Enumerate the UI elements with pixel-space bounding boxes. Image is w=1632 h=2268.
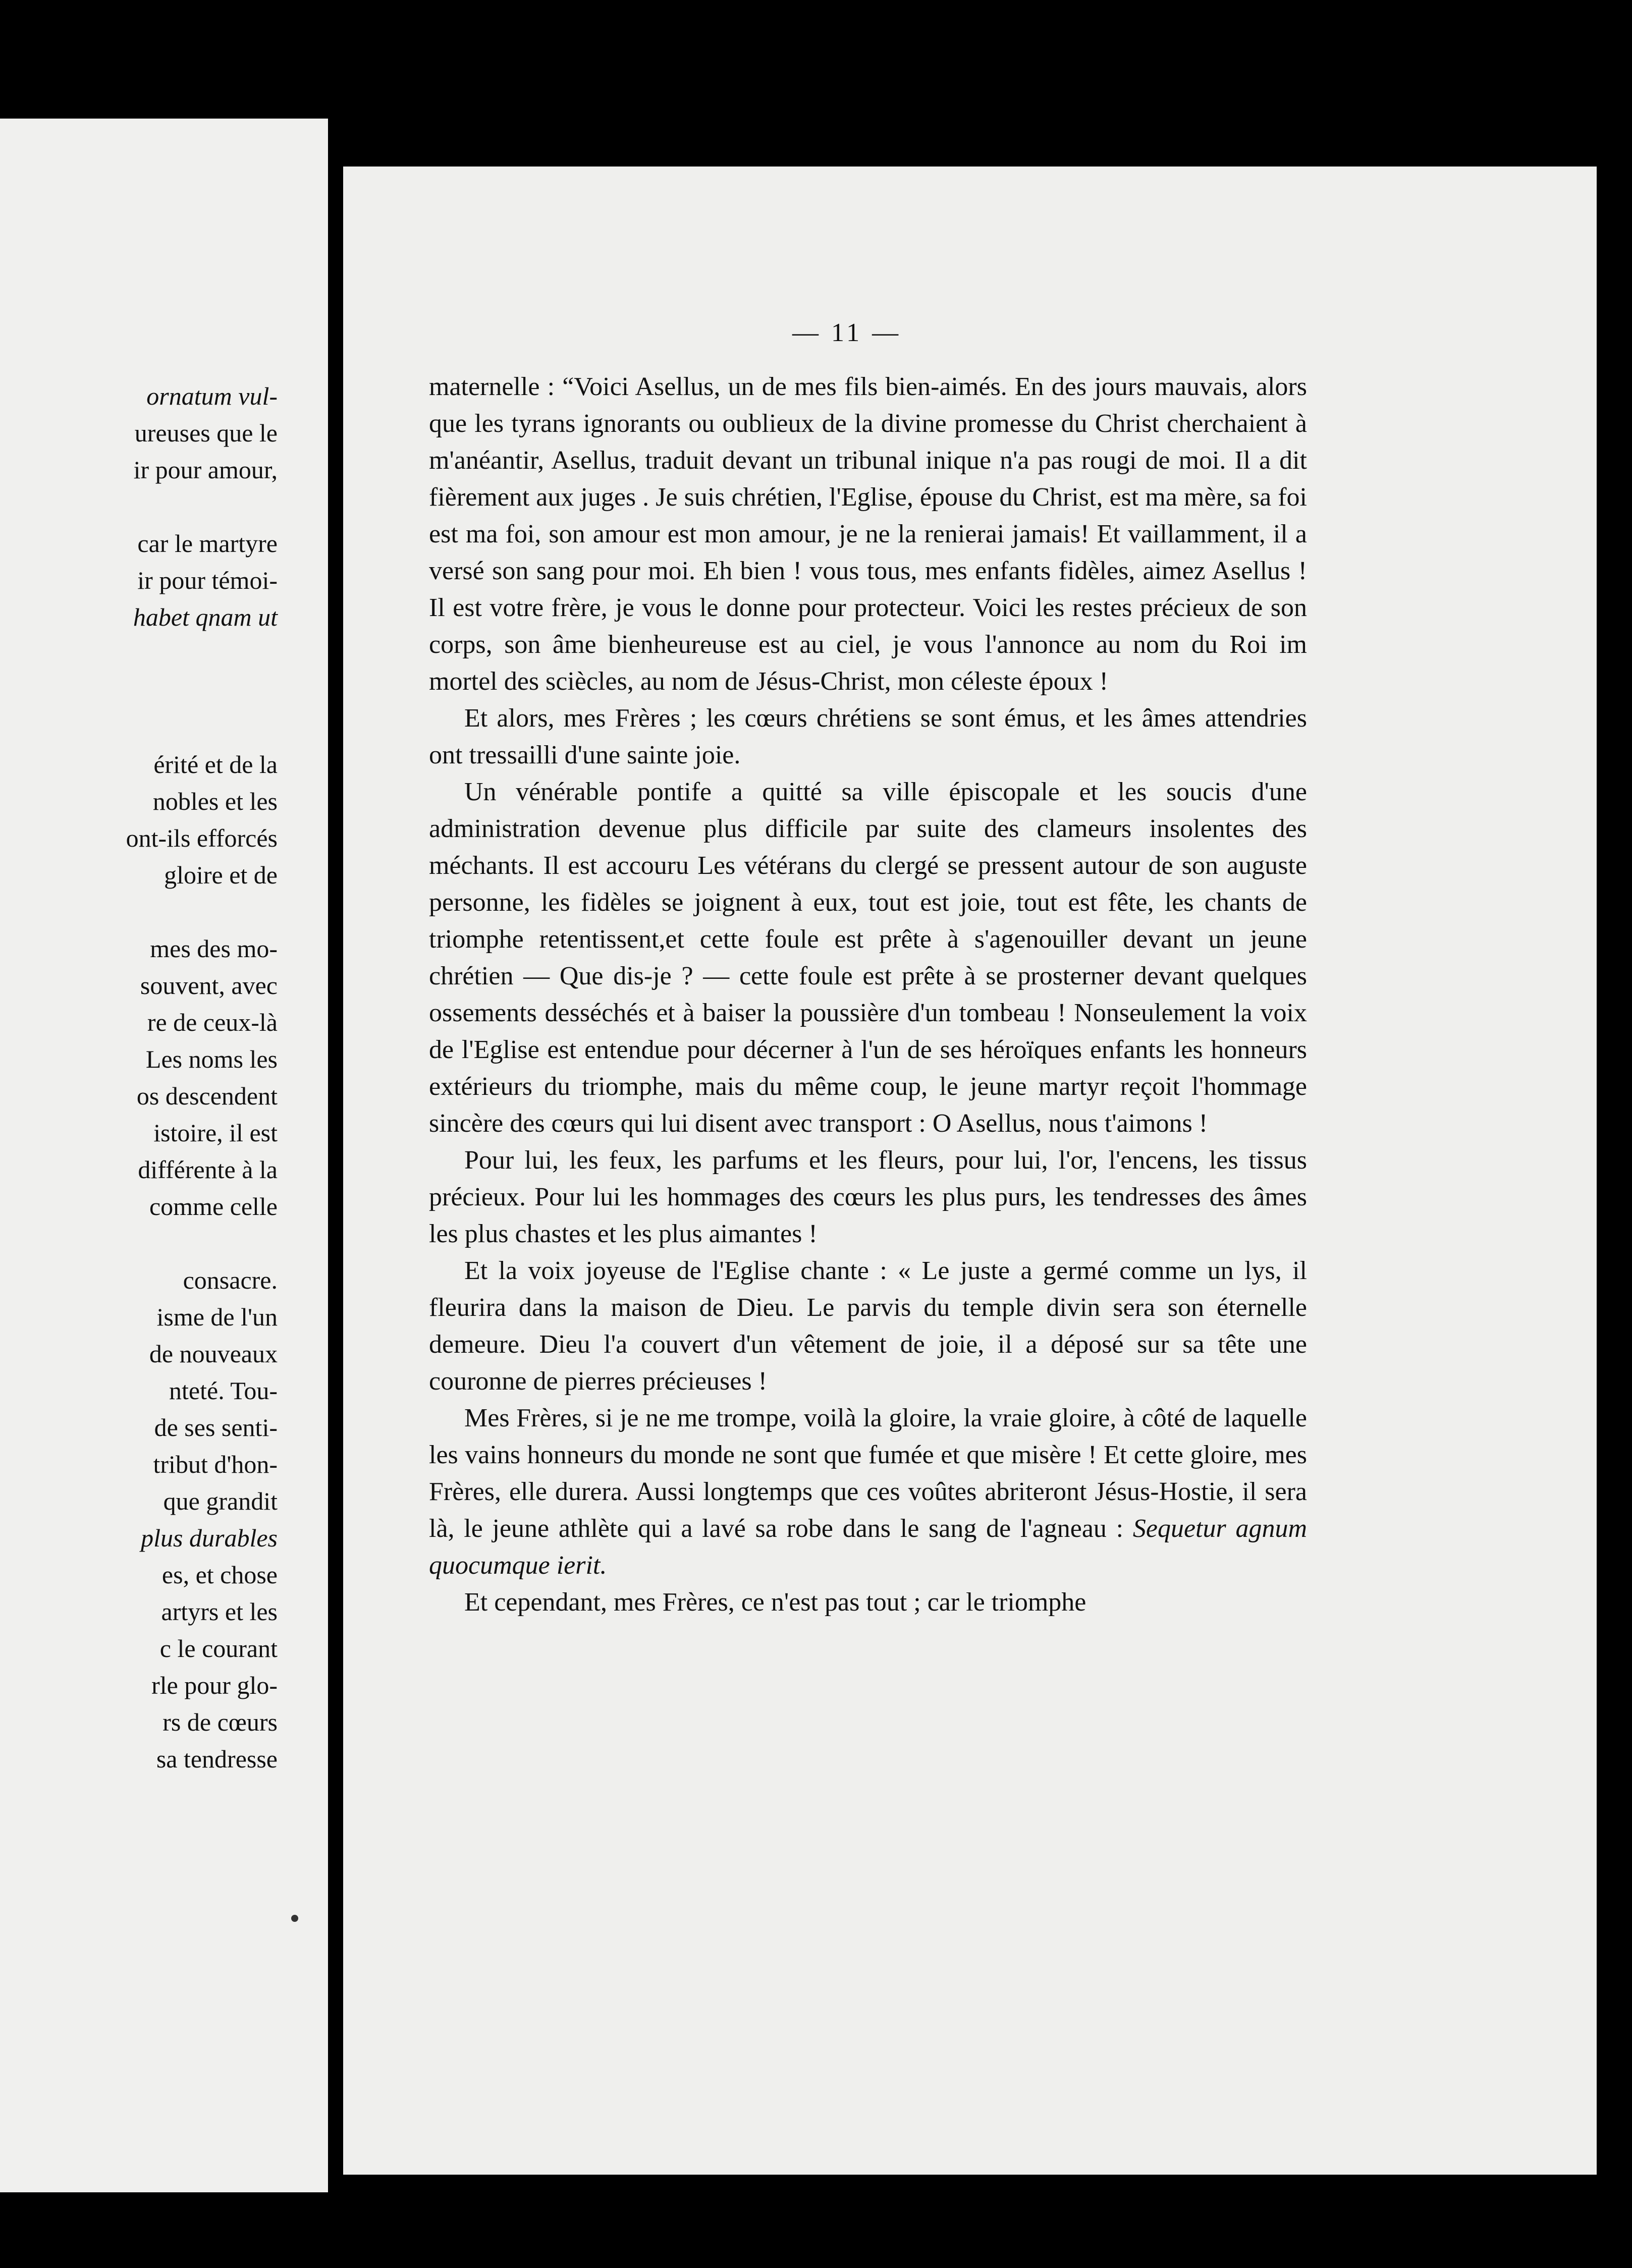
left-page-line: istoire, il est [153, 1119, 278, 1147]
left-page [0, 119, 328, 2192]
left-page-line: comme celle [149, 1192, 278, 1221]
left-page-line: ont-ils efforcés [126, 824, 278, 852]
paragraph-text: maternelle : “Voici Asellus, un de mes fils bien-aimés. En des jours mauvais, alors que les tyrans ignorants ou oublieux de la divine promesse du Christ cherchaient à m'anéantir, Asellus, traduit devant un tribunal inique n'a pas rougi de moi. Il a dit fièrement aux juges . Je suis chrétien, l'Eglise, épouse du Christ, est ma mère, sa foi est ma foi, son amour est mon amour, je ne la renierai jamais! Et vaillamment, il a versé son sang pour moi. Eh bien ! vous tous, mes enfants fidèles, aimez Asellus ! Il est votre frère, je vous le donne pour protecteur. Voici les restes précieux de son corps, son âme bienheureuse est au ciel, je vous l'annonce au nom du Roi im mortel des sciècles, au nom de Jésus-Christ, mon céleste époux ! [429, 372, 1307, 696]
left-page-line: rs de cœurs [162, 1708, 278, 1736]
left-page-line: rle pour glo- [151, 1671, 278, 1699]
right-page-text [429, 368, 1307, 1621]
left-page-line: plus durables [141, 1524, 278, 1552]
paragraph-text: Et cependant, mes Frères, ce n'est pas tout ; car le triomphe [464, 1588, 1086, 1617]
paragraph [429, 1142, 1307, 1252]
left-page-line: isme de l'un [156, 1303, 278, 1331]
left-page-line: ureuses que le [134, 419, 278, 447]
left-page-line: de ses senti- [154, 1413, 278, 1442]
paragraph [429, 1252, 1307, 1400]
latin-quote: Sequetur agnum quocumque ierit. [429, 1514, 1307, 1580]
paragraph-text: Et la voix joyeuse de l'Eglise chante : « Le juste a germé comme un lys, il fleurira dans la maison de Dieu. Le parvis du temple divin sera son éternelle demeure. Dieu l'a couvert d'un vêtement de joie, il a déposé sur sa tête une couronne de pierres précieuses ! [429, 1256, 1307, 1396]
left-page-line: érité et de la [153, 750, 278, 779]
paragraph [429, 700, 1307, 773]
left-page-line: re de ceux-là [147, 1008, 278, 1036]
left-page-line: ir pour témoi- [137, 566, 278, 594]
paragraph-text: Un vénérable pontife a quitté sa ville épiscopale et les soucis d'une administration devenue plus difficile par suite des clameurs insolentes des méchants. Il est accouru Les vétérans du clergé se pressent autour de son auguste personne, les fidèles se joignent à eux, tout est joie, tout est fête, les chants de triomphe retentissent,et cette foule est prête à s'agenouiller devant un jeune chrétien — Que dis-je ? — cette foule est prête à se prosterner devant quelques ossements desséchés et à baiser la poussière d'un tombeau ! Nonseulement la voix de l'Eglise est entendue pour décerner à l'un de ses héroïques enfants les honneurs extérieurs du triomphe, mais du même coup, le jeune martyr reçoit l'hommage sincère des cœurs qui lui disent avec transport : O Asellus, nous t'aimons ! [429, 778, 1307, 1138]
left-page-line: consacre. [183, 1266, 278, 1294]
speck [291, 1915, 298, 1922]
left-page-line: sa tendresse [156, 1745, 278, 1773]
paragraph [429, 1584, 1307, 1621]
left-page-line: tribut d'hon- [153, 1450, 278, 1478]
paragraph-text: Et alors, mes Frères ; les cœurs chrétiens se sont émus, et les âmes attendries ont tressailli d'une sainte joie. [429, 704, 1307, 769]
left-page-line: os descendent [136, 1082, 278, 1110]
left-page-line: nobles et les [152, 787, 278, 815]
paragraph [429, 773, 1307, 1142]
left-page-line: Les noms les [145, 1045, 278, 1073]
left-page-line: souvent, avec [140, 971, 278, 1000]
left-page-line: c le courant [159, 1634, 278, 1663]
left-page-line: artyrs et les [161, 1597, 278, 1626]
left-page-line: que grandit [163, 1487, 278, 1515]
paragraph [429, 1400, 1307, 1584]
paragraph-text: Pour lui, les feux, les parfums et les fleurs, pour lui, l'or, l'encens, les tissus précieux. Pour lui les hommages des cœurs les plus purs, les tendresses des âmes les plus chastes et les plus aimantes ! [429, 1146, 1307, 1248]
page-number: — 11 — [792, 318, 902, 347]
left-page-line: nteté. Tou- [169, 1376, 278, 1405]
left-page-line: de nouveaux [149, 1340, 278, 1368]
left-page-line: mes des mo- [150, 934, 278, 963]
left-page-line: ir pour amour, [133, 456, 278, 484]
left-page-line: es, et chose [161, 1561, 278, 1589]
book-spine [328, 119, 343, 2192]
paragraph [429, 368, 1307, 700]
left-page-line: habet qnam ut [133, 603, 278, 631]
right-edge-shadow [1597, 0, 1632, 2268]
left-page-line: car le martyre [137, 529, 278, 558]
left-page-line: gloire et de [164, 861, 278, 889]
left-page-line: différente à la [138, 1155, 278, 1184]
paragraph-text: Mes Frères, si je ne me trompe, voilà la gloire, la vraie gloire, à côté de laquelle les vains honneurs du monde ne sont que fumée et que misère ! Et cette gloire, mes Frères, elle durera. Aussi longtemps que ces voûtes abriteront Jésus-Hostie, il sera là, le jeune athlète qui a lavé sa robe dans le sang de l'agneau : [429, 1404, 1307, 1543]
left-page-line: ornatum vul- [146, 382, 278, 410]
